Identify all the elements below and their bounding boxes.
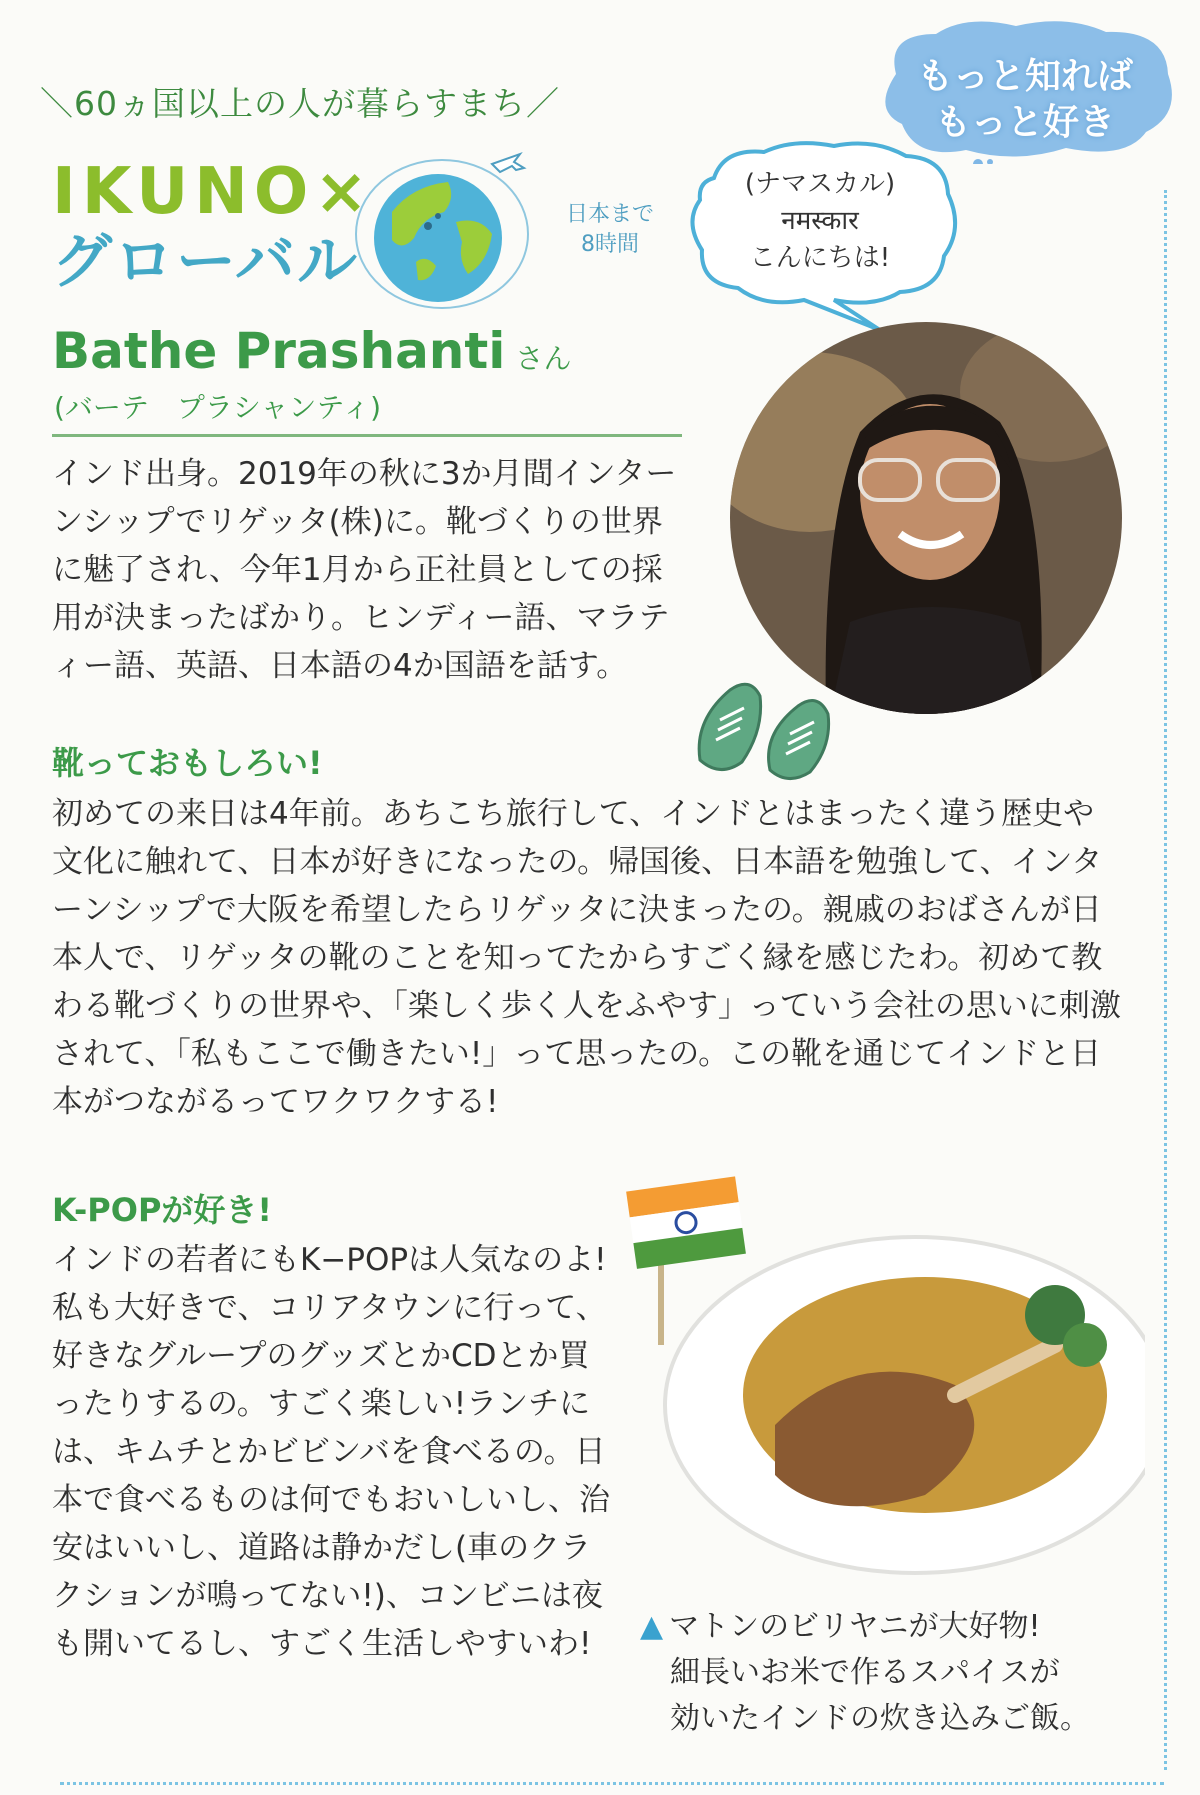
section-heading-shoes: 靴っておもしろい! bbox=[52, 744, 323, 782]
profile-name-kana: (バーテ プラシャンティ) bbox=[54, 391, 382, 424]
flight-time-line1: 日本まで bbox=[565, 202, 654, 227]
profile-name: Bathe Prashanti bbox=[52, 322, 506, 380]
photo-caption bbox=[640, 1604, 1180, 1742]
shoes-illustration bbox=[690, 670, 860, 784]
border-right bbox=[1164, 190, 1167, 1770]
tagline: ＼60ヵ国以上の人が暮らすまち／ bbox=[40, 84, 560, 123]
section-body-shoes: 初めての来日は4年前。あちこち旅行して、インドとはまったく違う歴史や文化に触れて、日本が好きになったの。帰国後、日本語を勉強して、インターンシップで大阪を希望したらリゲッタに決まったの。親戚のおばさんが日本人で、リゲッタの靴のことを知ってたからすごく縁を感じたわ。初めて教わる靴づくりの世界や、「楽しく歩く人をふやす」っていう会社の思いに刺激されて、「私もここで働きたい!」って思ったの。この靴を通じてインドと日本がつながるってワクワクする! bbox=[52, 796, 1121, 1120]
profile-honorific: さん bbox=[515, 342, 572, 375]
section-body-kpop: インドの若者にもK−POPは人気なのよ!私も大好きで、コリアタウンに行って、好きなグループのグッズとかCDとか買ったりするの。すごく楽しい!ランチには、キムチとかビビンバを食べるの。日本で食べるものは何でもおいしいし、治安はいいし、道路は静かだし(車のクラクションが鳴ってない!)、コンビニは夜も開いてるし、すごく生活しやすいわ! bbox=[52, 1242, 610, 1662]
flight-time-line2: 8時間 bbox=[581, 232, 639, 257]
border-bottom bbox=[60, 1782, 1164, 1785]
india-flag-icon bbox=[620, 1165, 760, 1345]
flight-time bbox=[550, 200, 670, 260]
caption-line1: マトンのビリヤニが大好物! bbox=[669, 1609, 1041, 1644]
section-heading-kpop: K-POPが好き! bbox=[52, 1191, 273, 1229]
caption-line3: 効いたインドの炊き込みご飯。 bbox=[670, 1701, 1090, 1736]
series-title-line1: IKUNO× bbox=[52, 155, 374, 229]
greeting-text bbox=[700, 166, 940, 277]
caption-line2: 細長いお米で作るスパイスが bbox=[670, 1655, 1060, 1690]
portrait-photo bbox=[730, 322, 1122, 714]
globe-illustration bbox=[352, 142, 542, 314]
greeting-native: नमस्कार bbox=[781, 206, 859, 236]
profile-intro: インド出身。2019年の秋に3か月間インターンシップでリゲッタ(株)に。靴づくりの世界に魅了され、今年1月から正社員としての採用が決まったばかり。ヒンディー語、マラティー語、英語、日本語の4か国語を話す。 bbox=[52, 456, 677, 684]
badge-line1: もっと知れば bbox=[916, 56, 1133, 97]
greeting-reading: (ナマスカル) bbox=[744, 169, 896, 199]
badge-text bbox=[900, 54, 1150, 146]
caption-marker-icon: ▲ bbox=[640, 1609, 664, 1644]
greeting-japanese: こんにちは! bbox=[749, 243, 891, 273]
badge-line2: もっと好き bbox=[934, 102, 1115, 143]
profile-name-block bbox=[52, 322, 571, 380]
divider bbox=[52, 434, 682, 437]
series-title-line2: グローバル bbox=[52, 227, 359, 297]
